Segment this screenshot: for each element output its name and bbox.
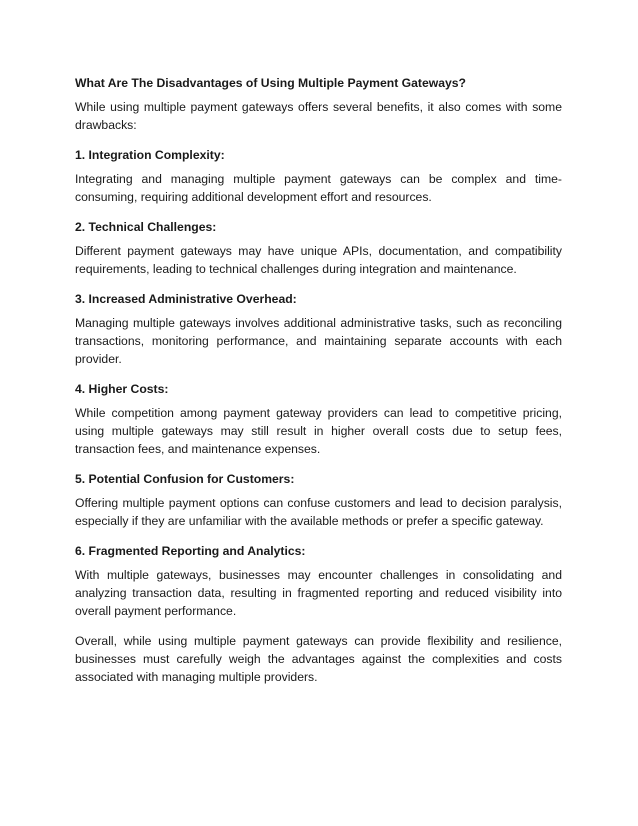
section-heading: 3. Increased Administrative Overhead:: [75, 292, 297, 306]
section-body: Integrating and managing multiple payment gateways can be complex and time-consuming, requiring additional development effort and resources.: [75, 172, 562, 204]
section-fragmented-reporting: [75, 542, 562, 620]
document-title: What Are The Disadvantages of Using Multiple Payment Gateways?: [75, 76, 466, 90]
section-administrative-overhead: [75, 290, 562, 368]
section-higher-costs: [75, 380, 562, 458]
section-body: Different payment gateways may have unique APIs, documentation, and compatibility requirements, leading to technical challenges during integration and maintenance.: [75, 244, 562, 276]
section-technical-challenges: [75, 218, 562, 278]
section-body: With multiple gateways, businesses may encounter challenges in consolidating and analyzing transaction data, resulting in fragmented reporting and reduced visibility into overall payment performance.: [75, 568, 562, 618]
section-customer-confusion: [75, 470, 562, 530]
document-page: [75, 74, 562, 698]
section-heading: 2. Technical Challenges:: [75, 220, 217, 234]
section-heading: 1. Integration Complexity:: [75, 148, 225, 162]
section-heading: 6. Fragmented Reporting and Analytics:: [75, 544, 306, 558]
conclusion-paragraph: Overall, while using multiple payment gateways can provide flexibility and resilience, businesses must carefully weigh the advantages against the complexities and costs associated with managing multiple providers.: [75, 634, 562, 684]
section-integration-complexity: [75, 146, 562, 206]
intro-paragraph: While using multiple payment gateways offers several benefits, it also comes with some drawbacks:: [75, 100, 562, 132]
section-heading: 4. Higher Costs:: [75, 382, 169, 396]
section-body: Offering multiple payment options can confuse customers and lead to decision paralysis, especially if they are unfamiliar with the available methods or prefer a specific gateway.: [75, 496, 562, 528]
section-body: While competition among payment gateway providers can lead to competitive pricing, using multiple gateways may still result in higher overall costs due to setup fees, transaction fees, and maintenance expenses.: [75, 406, 562, 456]
section-body: Managing multiple gateways involves additional administrative tasks, such as reconciling transactions, monitoring performance, and maintaining separate accounts with each provider.: [75, 316, 562, 366]
section-heading: 5. Potential Confusion for Customers:: [75, 472, 295, 486]
